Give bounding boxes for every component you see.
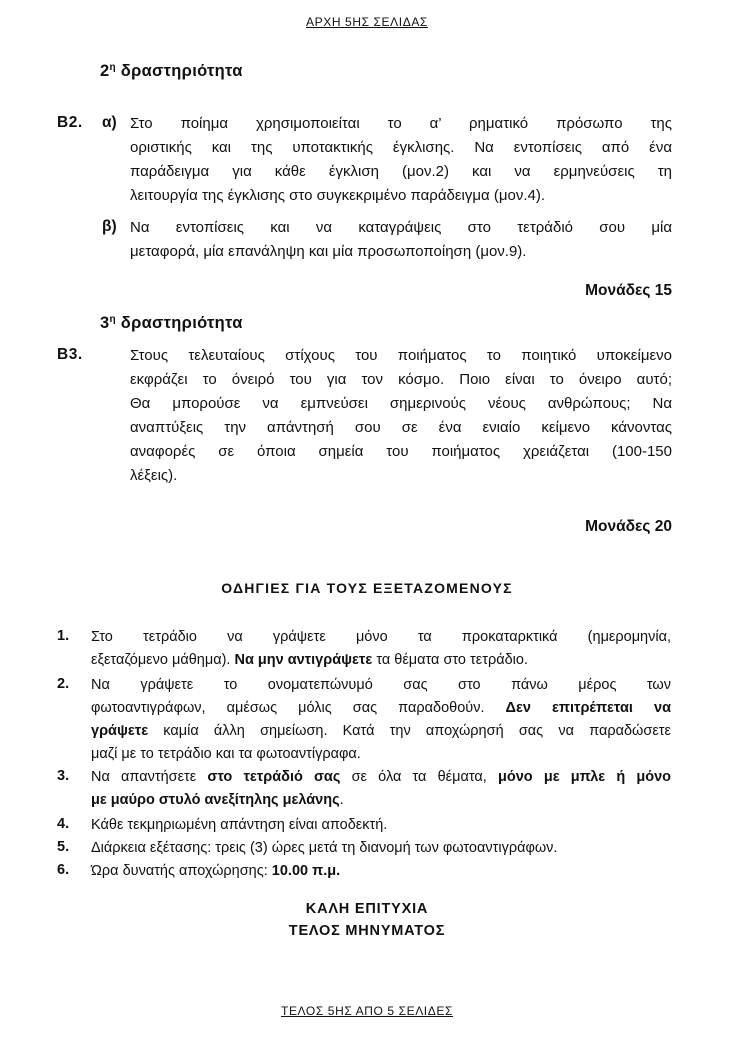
text-line — [91, 720, 671, 743]
marks-activity-2: Μονάδες 15 — [585, 282, 672, 299]
text-line: λειτουργία της έγκλισης στο συγκεκριμένο παράδειγμα (μον.4). — [130, 187, 546, 204]
instructions-title: ΟΔΗΓΙΕΣ ΓΙΑ ΤΟΥΣ ΕΞΕΤΑΖΟΜΕΝΟΥΣ — [221, 580, 513, 596]
bold-run: μόνο με μπλε ή μόνο — [498, 769, 671, 785]
text-line — [91, 789, 671, 812]
text-line: μεταφορά, μία επανάληψη και μία προσωποποίηση (μον.9). — [130, 243, 527, 260]
text-line: Στο τετράδιο να γράψετε μόνο τα προκαταρκτικά (ημερομηνία, — [91, 629, 671, 645]
instruction-number: 6. — [57, 862, 70, 878]
page-footer: ΤΕΛΟΣ 5ΗΣ ΑΠΟ 5 ΣΕΛΙΔΕΣ — [281, 1004, 453, 1018]
bold-run: γράψετε — [91, 723, 149, 739]
activity-3-heading — [100, 314, 243, 333]
marks-activity-3: Μονάδες 20 — [585, 518, 672, 535]
activity-word: δραστηριότητα — [120, 62, 243, 80]
text-run: . — [339, 792, 344, 808]
text-line: Να εντοπίσεις και να καταγράψεις στο τετράδιό σου μία — [130, 219, 672, 236]
ordinal-suffix: η — [109, 314, 116, 325]
text-line: Θα μπορούσε να εμπνεύσει σημερινούς νέους ανθρώπους; Να — [130, 395, 672, 412]
instruction-5-text: Διάρκεια εξέτασης: τρεις (3) ώρες μετά τη διανομή των φωτοαντιγράφων. — [91, 840, 558, 856]
instruction-number: 1. — [57, 628, 70, 644]
text-run: φωτοαντιγράφων, αμέσως μόλις σας παραδοθούν. — [91, 700, 506, 716]
instruction-1-text — [91, 626, 671, 672]
text-run: Ώρα δυνατής αποχώρησης: — [91, 863, 272, 879]
text-line — [91, 697, 671, 720]
subquestion-a-label: α) — [102, 114, 117, 131]
text-run: Να απαντήσετε — [91, 769, 208, 785]
activity-2-heading — [100, 62, 243, 81]
text-line — [91, 649, 671, 672]
activity-number: 2 — [100, 62, 110, 80]
text-line: Να γράψετε το ονοματεπώνυμό σας στο πάνω μέρος των — [91, 677, 671, 693]
text-line: λέξεις). — [130, 467, 178, 484]
bold-run: με μαύρο στυλό ανεξίτηλης μελάνης — [91, 792, 340, 808]
bold-run: Να μην αντιγράψετε — [234, 652, 373, 668]
bold-run: 10.00 π.μ. — [271, 863, 341, 879]
question-b3-label: Β3. — [57, 346, 83, 363]
text-line: αναπτύξεις την απάντησή σου σε ένα ενιαίο κείμενο κάνοντας — [130, 419, 672, 436]
text-line: παράδειγμα για κάθε έγκλιση (μον.2) και να ερμηνεύσεις τη — [130, 163, 672, 180]
instruction-2-text — [91, 674, 671, 766]
text-line: οριστικής και της υποτακτικής έγκλισης. Να εντοπίσεις από ένα — [130, 139, 672, 156]
text-run: σε όλα τα θέματα, — [340, 769, 498, 785]
instruction-6-text — [91, 860, 671, 883]
closing-line-1: ΚΑΛΗ ΕΠΙΤΥΧΙΑ — [305, 901, 429, 917]
text-run: τα θέματα στο τετράδιο. — [372, 652, 528, 668]
instruction-number: 2. — [57, 676, 70, 692]
instruction-number: 3. — [57, 768, 70, 784]
question-b3-text — [130, 344, 672, 488]
question-b2-label: Β2. — [57, 114, 83, 131]
text-line: εκφράζει το όνειρό του για τον κόσμο. Ποιο είναι το όνειρο αυτό; — [130, 371, 672, 388]
activity-word: δραστηριότητα — [120, 314, 243, 332]
text-line: Στο ποίημα χρησιμοποιείται το α’ ρηματικό πρόσωπο της — [130, 115, 672, 132]
bold-run: Δεν επιτρέπεται να — [505, 700, 671, 716]
instruction-4-text: Κάθε τεκμηριωμένη απάντηση είναι αποδεκτή. — [91, 817, 388, 833]
instruction-3-text — [91, 766, 671, 812]
text-run: εξεταζόμενο μάθημα). — [91, 652, 235, 668]
bold-run: στο τετράδιό σας — [207, 769, 341, 785]
instruction-number: 4. — [57, 816, 70, 832]
closing-line-2: ΤΕΛΟΣ ΜΗΝΥΜΑΤΟΣ — [288, 923, 446, 939]
ordinal-suffix: η — [109, 62, 116, 73]
text-line: μαζί με το τετράδιο και τα φωτοαντίγραφα. — [91, 746, 361, 762]
instruction-number: 5. — [57, 839, 70, 855]
text-line: αναφορές σε όποια σημεία του ποιήματος χρειάζεται (100-150 — [130, 443, 672, 460]
subquestion-a-text — [130, 112, 672, 208]
closing-message — [0, 898, 734, 942]
activity-number: 3 — [100, 314, 110, 332]
text-run: καμία άλλη σημείωση. Κατά την αποχώρησή σας να παραδώσετε — [148, 723, 671, 739]
page-header: ΑΡΧΗ 5ΗΣ ΣΕΛΙΔΑΣ — [306, 15, 428, 29]
subquestion-b-text — [130, 216, 672, 264]
text-line: Στους τελευταίους στίχους του ποιήματος το ποιητικό υποκείμενο — [130, 347, 672, 364]
subquestion-b-label: β) — [102, 218, 117, 235]
text-line — [91, 766, 671, 789]
